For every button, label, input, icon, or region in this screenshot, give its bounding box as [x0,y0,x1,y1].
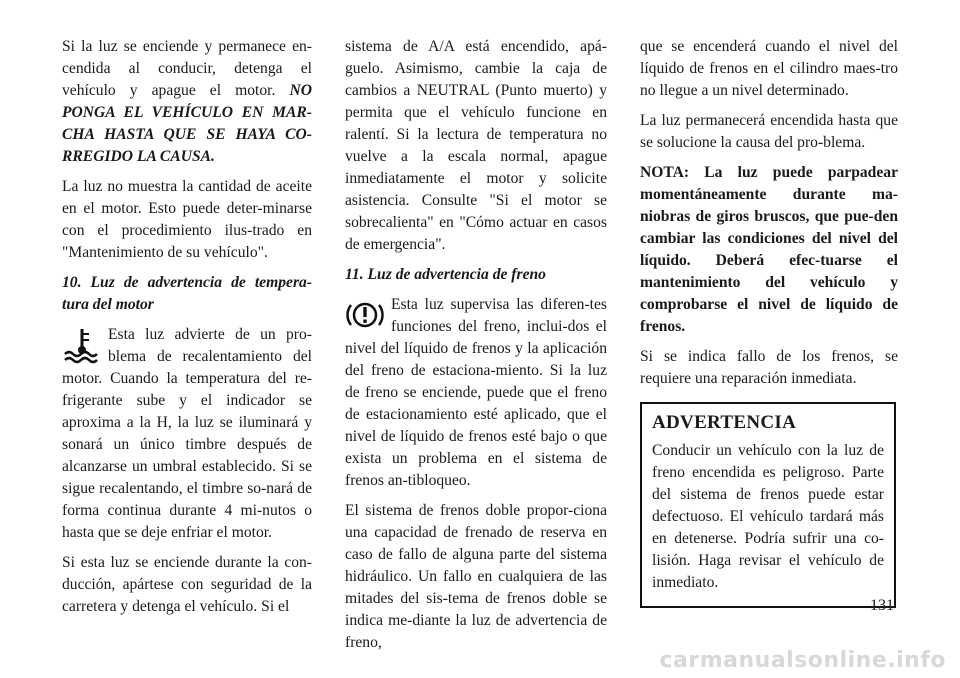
paragraph-brake-failure: Si se indica fallo de los frenos, se requiere una reparación inmediata. [640,348,898,387]
column-3 [640,36,898,608]
column-1 [62,36,312,626]
engine-temperature-icon [62,326,102,366]
engine-temp-block [62,324,312,544]
warning-box [640,402,896,608]
warning-text: Conducir un vehículo con la luz de freno encendida es peligroso. Parte del sistema de frenos puede estar defectuoso. El vehículo tardará más en detenerse. Podría sufrir una co-lisión. Haga revisar el vehículo de inmediato. [652,442,884,591]
paragraph-dual-brake: El sistema de frenos doble propor-ciona una capacidad de frenado de reserva en caso de fallo de alguna parte del sistema hidráulico. Un fallo en cualquiera de las mitades del sis-tema de frenos doble se indica me-diante la luz de advertencia de freno, [345,502,607,651]
paragraph-brake-functions: Esta luz supervisa las diferen-tes funciones del freno, inclui-dos el nivel del líquido de frenos y la aplicación del freno de estaciona-miento. Si la luz de freno se enciende, puede que el freno de estacionamiento esté aplicado, que el nivel de líquido de frenos esté bajo o que exista un problema en el sistema de frenos an-tibloqueo. [345,296,607,489]
section-heading-brake: 11. Luz de advertencia de freno [345,266,546,283]
paragraph-engine-temp: Esta luz advierte de un pro-blema de recalentamiento del motor. Cuando la temperatura del re-frigerante sube y el indicador se aproxima a la H, la luz se iluminará y sonará un único timbre después de alcanzarse un umbral establecido. Si se sigue recalentando, el timbre so-nará de forma continua durante 4 mi-nutos o hasta que se deje enfriar el motor. [62,326,312,541]
paragraph-oil-quantity: La luz no muestra la cantidad de aceite en el motor. Esto puede deter-minarse con el procedimiento ilus-trado en "Mantenimiento de su vehículo". [62,178,312,261]
brake-block [345,294,607,492]
column-2 [345,36,607,662]
paragraph-ac-neutral: sistema de A/A está encendido, apá-guelo. Asimismo, cambie la caja de cambios a NEUTRAL (Punto muerto) y permita que el vehículo funcione en ralentí. Si la lectura de temperatura no vuelve a la escala normal, apague inmediatamente el motor y solicite asistencia. Consulte "Si el motor se sobrecalienta" en "Cómo actuar en casos de emergencia". [345,38,607,253]
warning-title: ADVERTENCIA [652,412,797,433]
emphasis-text: NO PONGA EL VEHÍCULO EN MAR-CHA HASTA QUE SE HAYA CO-RREGIDO LA CAUSA. [62,82,312,165]
paragraph-oil-light [62,36,312,168]
paragraph-light-stays-on: La luz permanecerá encendida hasta que se solucione la causa del pro-blema. [640,112,898,151]
paragraph-engine-temp-action: Si esta luz se enciende durante la con-ducción, apártese con seguridad de la carretera y detenga el vehículo. Si el [62,554,312,615]
brake-warning-icon [345,296,385,336]
paragraph-text: Si la luz se enciende y permanece en-cendida al conducir, detenga el vehículo y apague el motor. [62,38,312,99]
paragraph-brake-fluid: que se encenderá cuando el nivel del líquido de frenos en el cilindro maes-tro no llegue a un nivel determinado. [640,38,898,99]
watermark: carmanualsonline.info [659,648,946,673]
note-paragraph: NOTA: La luz puede parpadear momentáneamente durante ma-niobras de giros bruscos, que pue-den cambiar las condiciones del nivel del líquido. Deberá efec-tuarse el mantenimiento del vehículo y comprobarse el nivel de líquido de frenos. [640,164,898,335]
section-heading-engine-temp: 10. Luz de advertencia de tempera-tura del motor [62,274,312,313]
page-number: 131 [870,597,894,614]
